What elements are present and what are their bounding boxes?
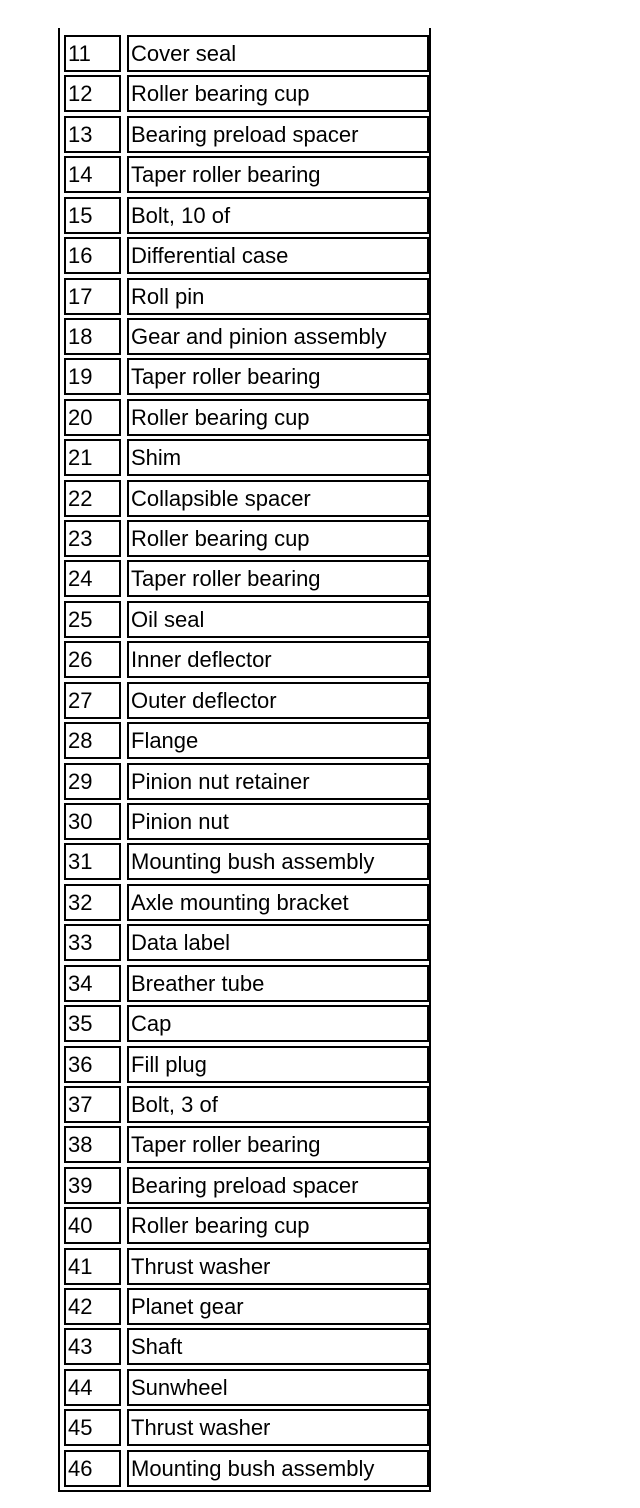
part-description-cell: Thrust washer [127,1409,429,1446]
part-description-cell: Sunwheel [127,1369,429,1406]
part-description-cell: Taper roller bearing [127,1126,429,1163]
part-number-cell: 40 [64,1207,121,1244]
part-number-cell: 17 [64,278,121,315]
part-description-cell: Roller bearing cup [127,1207,429,1244]
part-description-cell: Taper roller bearing [127,560,429,597]
part-number-cell: 42 [64,1288,121,1325]
part-description-cell: Flange [127,722,429,759]
part-description-cell: Roll pin [127,278,429,315]
part-description-cell: Differential case [127,237,429,274]
part-number-cell: 23 [64,520,121,557]
part-description-cell: Inner deflector [127,641,429,678]
part-number-cell: 22 [64,480,121,517]
part-description-cell: Shim [127,439,429,476]
part-description-cell: Bearing preload spacer [127,1167,429,1204]
part-number-cell: 46 [64,1450,121,1487]
part-description-cell: Bolt, 3 of [127,1086,429,1123]
part-description-cell: Bearing preload spacer [127,116,429,153]
part-number-cell: 44 [64,1369,121,1406]
part-number-cell: 36 [64,1046,121,1083]
part-number-cell: 24 [64,560,121,597]
part-number-cell: 45 [64,1409,121,1446]
part-number-cell: 41 [64,1248,121,1285]
part-number-cell: 25 [64,601,121,638]
part-description-cell: Roller bearing cup [127,399,429,436]
part-description-cell: Outer deflector [127,682,429,719]
part-number-cell: 19 [64,358,121,395]
part-description-cell: Data label [127,924,429,961]
part-description-cell: Taper roller bearing [127,156,429,193]
parts-table [58,28,431,1492]
part-description-cell: Bolt, 10 of [127,197,429,234]
part-number-cell: 35 [64,1005,121,1042]
part-number-cell: 31 [64,843,121,880]
part-description-cell: Cap [127,1005,429,1042]
part-description-cell: Fill plug [127,1046,429,1083]
part-number-cell: 39 [64,1167,121,1204]
part-number-cell: 30 [64,803,121,840]
part-number-cell: 28 [64,722,121,759]
part-number-cell: 43 [64,1328,121,1365]
part-number-cell: 27 [64,682,121,719]
part-number-cell: 14 [64,156,121,193]
part-number-cell: 15 [64,197,121,234]
part-number-cell: 29 [64,763,121,800]
part-number-cell: 13 [64,116,121,153]
part-description-cell: Collapsible spacer [127,480,429,517]
part-description-cell: Axle mounting bracket [127,884,429,921]
part-description-cell: Breather tube [127,965,429,1002]
part-description-cell: Shaft [127,1328,429,1365]
part-number-cell: 11 [64,35,121,72]
part-number-cell: 16 [64,237,121,274]
part-number-cell: 38 [64,1126,121,1163]
part-description-cell: Oil seal [127,601,429,638]
part-number-cell: 37 [64,1086,121,1123]
part-description-cell: Gear and pinion assembly [127,318,429,355]
part-number-cell: 32 [64,884,121,921]
part-description-cell: Cover seal [127,35,429,72]
part-description-cell: Planet gear [127,1288,429,1325]
part-description-cell: Thrust washer [127,1248,429,1285]
part-number-cell: 34 [64,965,121,1002]
part-description-cell: Roller bearing cup [127,75,429,112]
part-number-cell: 12 [64,75,121,112]
part-description-cell: Pinion nut retainer [127,763,429,800]
part-description-cell: Taper roller bearing [127,358,429,395]
part-number-cell: 20 [64,399,121,436]
part-description-cell: Mounting bush assembly [127,843,429,880]
part-description-cell: Pinion nut [127,803,429,840]
part-number-cell: 18 [64,318,121,355]
part-number-cell: 21 [64,439,121,476]
part-description-cell: Mounting bush assembly [127,1450,429,1487]
part-number-cell: 33 [64,924,121,961]
part-description-cell: Roller bearing cup [127,520,429,557]
part-number-cell: 26 [64,641,121,678]
